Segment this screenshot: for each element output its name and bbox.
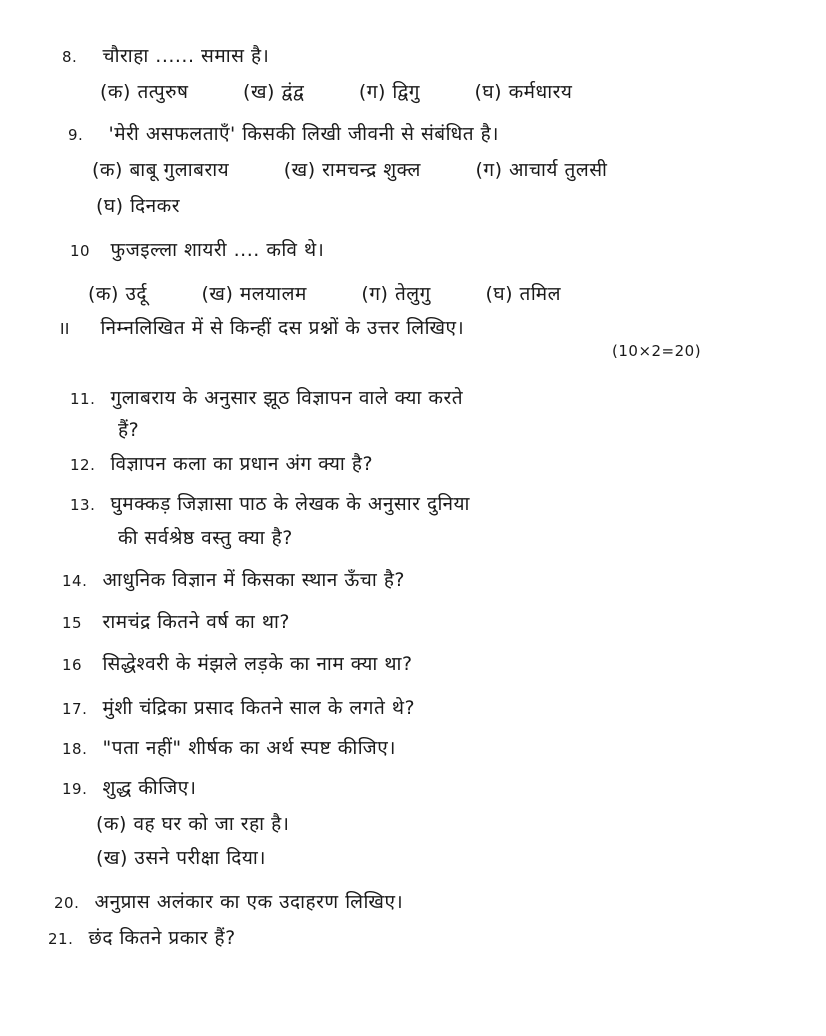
question-text: शुद्ध कीजिए। bbox=[102, 777, 197, 799]
option-ka: (क) बाबू गुलाबराय bbox=[92, 159, 230, 181]
question-9-options bbox=[92, 156, 655, 182]
question-number: 9. bbox=[68, 126, 84, 144]
question-text: सिद्धेश्वरी के मंझले लड़के का नाम क्या था? bbox=[102, 653, 413, 675]
question-8-options bbox=[100, 78, 620, 104]
question-text: 'मेरी असफलताएँ' किसकी लिखी जीवनी से संबंधित है। bbox=[108, 123, 499, 145]
question-number: 16 bbox=[62, 656, 83, 674]
question-13-cont: की सर्वश्रेष्ठ वस्तु क्या है? bbox=[118, 527, 293, 549]
question-10 bbox=[70, 236, 324, 262]
question-11 bbox=[70, 384, 463, 410]
question-15 bbox=[62, 608, 290, 634]
question-text: "पता नहीं" शीर्षक का अर्थ स्पष्ट कीजिए। bbox=[102, 737, 396, 759]
question-number: 19. bbox=[62, 780, 88, 798]
question-17 bbox=[62, 694, 415, 720]
section-number: II bbox=[60, 320, 70, 338]
question-number: 13. bbox=[70, 496, 96, 514]
question-19-part-kha: (ख) उसने परीक्षा दिया। bbox=[96, 847, 266, 869]
question-8 bbox=[62, 42, 269, 68]
question-12 bbox=[70, 450, 373, 476]
section-instruction: निम्नलिखित में से किन्हीं दस प्रश्नों के उत्तर लिखिए। bbox=[100, 317, 465, 339]
question-9 bbox=[68, 120, 499, 146]
question-number: 21. bbox=[48, 930, 74, 948]
question-18 bbox=[62, 734, 396, 760]
question-text: फुजइल्ला शायरी .... कवि थे। bbox=[110, 239, 325, 261]
question-number: 14. bbox=[62, 572, 88, 590]
option-ga: (ग) द्विगु bbox=[358, 81, 420, 103]
question-number: 8. bbox=[62, 48, 78, 66]
question-number: 17. bbox=[62, 700, 88, 718]
section-2-marks: (10×2=20) bbox=[612, 342, 702, 360]
question-text: विज्ञापन कला का प्रधान अंग क्या है? bbox=[110, 453, 374, 475]
question-text: अनुप्रास अलंकार का एक उदाहरण लिखिए। bbox=[94, 891, 404, 913]
option-kha: (ख) द्वंद्व bbox=[243, 81, 305, 103]
option-gha: (घ) कर्मधारय bbox=[474, 81, 573, 103]
question-number: 12. bbox=[70, 456, 96, 474]
question-9-options-2 bbox=[96, 192, 180, 218]
question-number: 15 bbox=[62, 614, 83, 632]
question-14 bbox=[62, 566, 405, 592]
question-number: 18. bbox=[62, 740, 88, 758]
question-19 bbox=[62, 774, 196, 800]
question-13 bbox=[70, 490, 470, 516]
question-16 bbox=[62, 650, 413, 676]
question-11-cont: हैं? bbox=[118, 419, 140, 441]
option-gha: (घ) तमिल bbox=[485, 283, 562, 305]
question-21 bbox=[48, 924, 236, 950]
question-10-options bbox=[88, 280, 609, 306]
question-text: छंद कितने प्रकार हैं? bbox=[88, 927, 236, 949]
question-number: 20. bbox=[54, 894, 80, 912]
question-text: मुंशी चंद्रिका प्रसाद कितने साल के लगते थे? bbox=[102, 697, 416, 719]
section-2-heading bbox=[60, 314, 464, 340]
question-text: चौराहा ...... समास है। bbox=[102, 45, 270, 67]
question-text: गुलाबराय के अनुसार झूठ विज्ञापन वाले क्या करते bbox=[110, 387, 464, 409]
option-kha: (ख) रामचन्द्र शुक्ल bbox=[283, 159, 421, 181]
option-ga: (ग) आचार्य तुलसी bbox=[475, 159, 608, 181]
question-number: 10 bbox=[70, 242, 91, 260]
question-text: आधुनिक विज्ञान में किसका स्थान ऊँचा है? bbox=[102, 569, 406, 591]
question-20 bbox=[54, 888, 403, 914]
option-ka: (क) तत्पुरुष bbox=[100, 81, 189, 103]
option-gha: (घ) दिनकर bbox=[96, 195, 181, 217]
question-19-part-ka: (क) वह घर को जा रहा है। bbox=[96, 813, 290, 835]
question-number: 11. bbox=[70, 390, 96, 408]
option-ga: (ग) तेलुगु bbox=[361, 283, 431, 305]
option-kha: (ख) मलयालम bbox=[201, 283, 307, 305]
option-ka: (क) उर्दू bbox=[88, 283, 147, 305]
question-text: घुमक्कड़ जिज्ञासा पाठ के लेखक के अनुसार दुनिया bbox=[110, 493, 470, 515]
question-text: रामचंद्र कितने वर्ष का था? bbox=[102, 611, 291, 633]
